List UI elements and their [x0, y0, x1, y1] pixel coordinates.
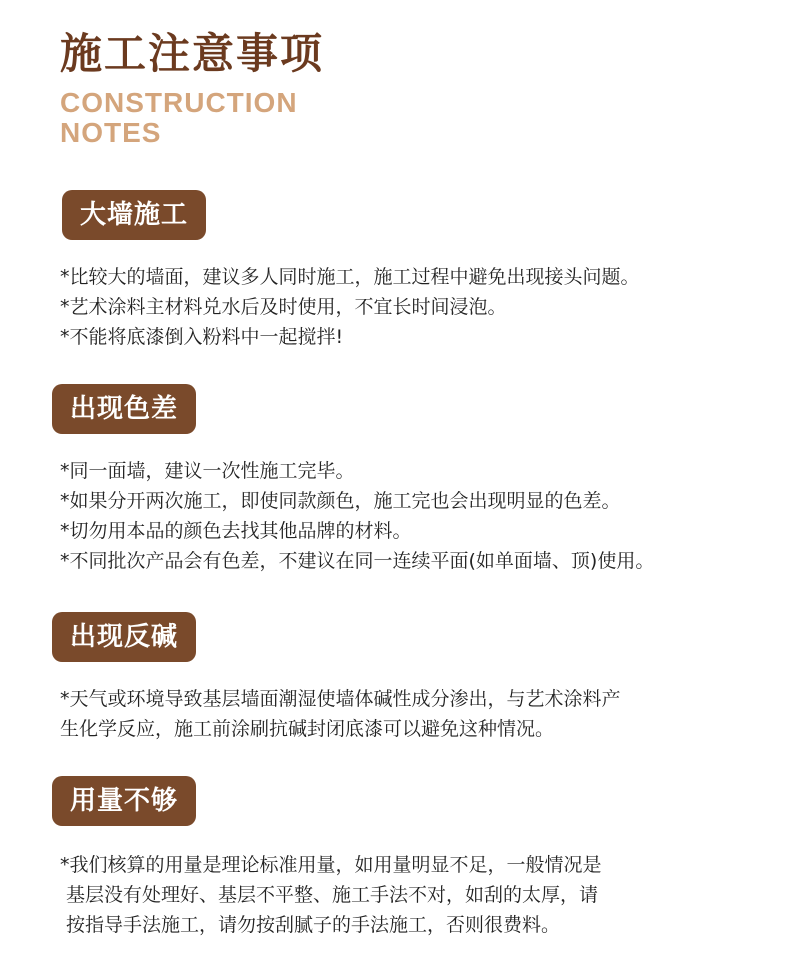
note-line: *同一面墙，建议一次性施工完毕。	[60, 460, 355, 482]
note-line: *切勿用本品的颜色去找其他品牌的材料。	[60, 520, 412, 542]
page-subtitle-en	[60, 88, 298, 148]
section-notes-color-difference	[60, 456, 654, 576]
note-line: *不同批次产品会有色差，不建议在同一连续平面(如单面墙、顶)使用。	[60, 550, 655, 572]
note-line: *比较大的墙面，建议多人同时施工，施工过程中避免出现接头问题。	[60, 266, 640, 288]
section-notes-large-wall	[60, 262, 640, 352]
section-notes-insufficient-amount	[60, 850, 602, 940]
note-line: *不能将底漆倒入粉料中一起搅拌!	[60, 326, 344, 348]
section-notes-efflorescence	[60, 684, 621, 744]
note-line: *我们核算的用量是理论标准用量，如用量明显不足，一般情况是	[60, 854, 602, 876]
section-badge-efflorescence: 出现反碱	[52, 612, 196, 662]
section-badge-large-wall: 大墙施工	[62, 190, 206, 240]
note-line: *艺术涂料主材料兑水后及时使用，不宜长时间浸泡。	[60, 296, 507, 318]
section-badge-insufficient-amount: 用量不够	[52, 776, 196, 826]
section-badge-color-difference: 出现色差	[52, 384, 196, 434]
subtitle-line-1: CONSTRUCTION	[60, 87, 298, 118]
note-line: *如果分开两次施工，即使同款颜色，施工完也会出现明显的色差。	[60, 490, 621, 512]
note-line: 基层没有处理好、基层不平整、施工手法不对，如刮的太厚，请	[60, 884, 599, 906]
note-line: 按指导手法施工，请勿按刮腻子的手法施工，否则很费料。	[60, 914, 561, 936]
page-title: 施工注意事项	[60, 29, 325, 78]
note-line: 生化学反应，施工前涂刷抗碱封闭底漆可以避免这种情况。	[60, 718, 555, 740]
note-line: *天气或环境导致基层墙面潮湿使墙体碱性成分渗出，与艺术涂料产	[60, 688, 621, 710]
subtitle-line-2: NOTES	[60, 117, 162, 148]
